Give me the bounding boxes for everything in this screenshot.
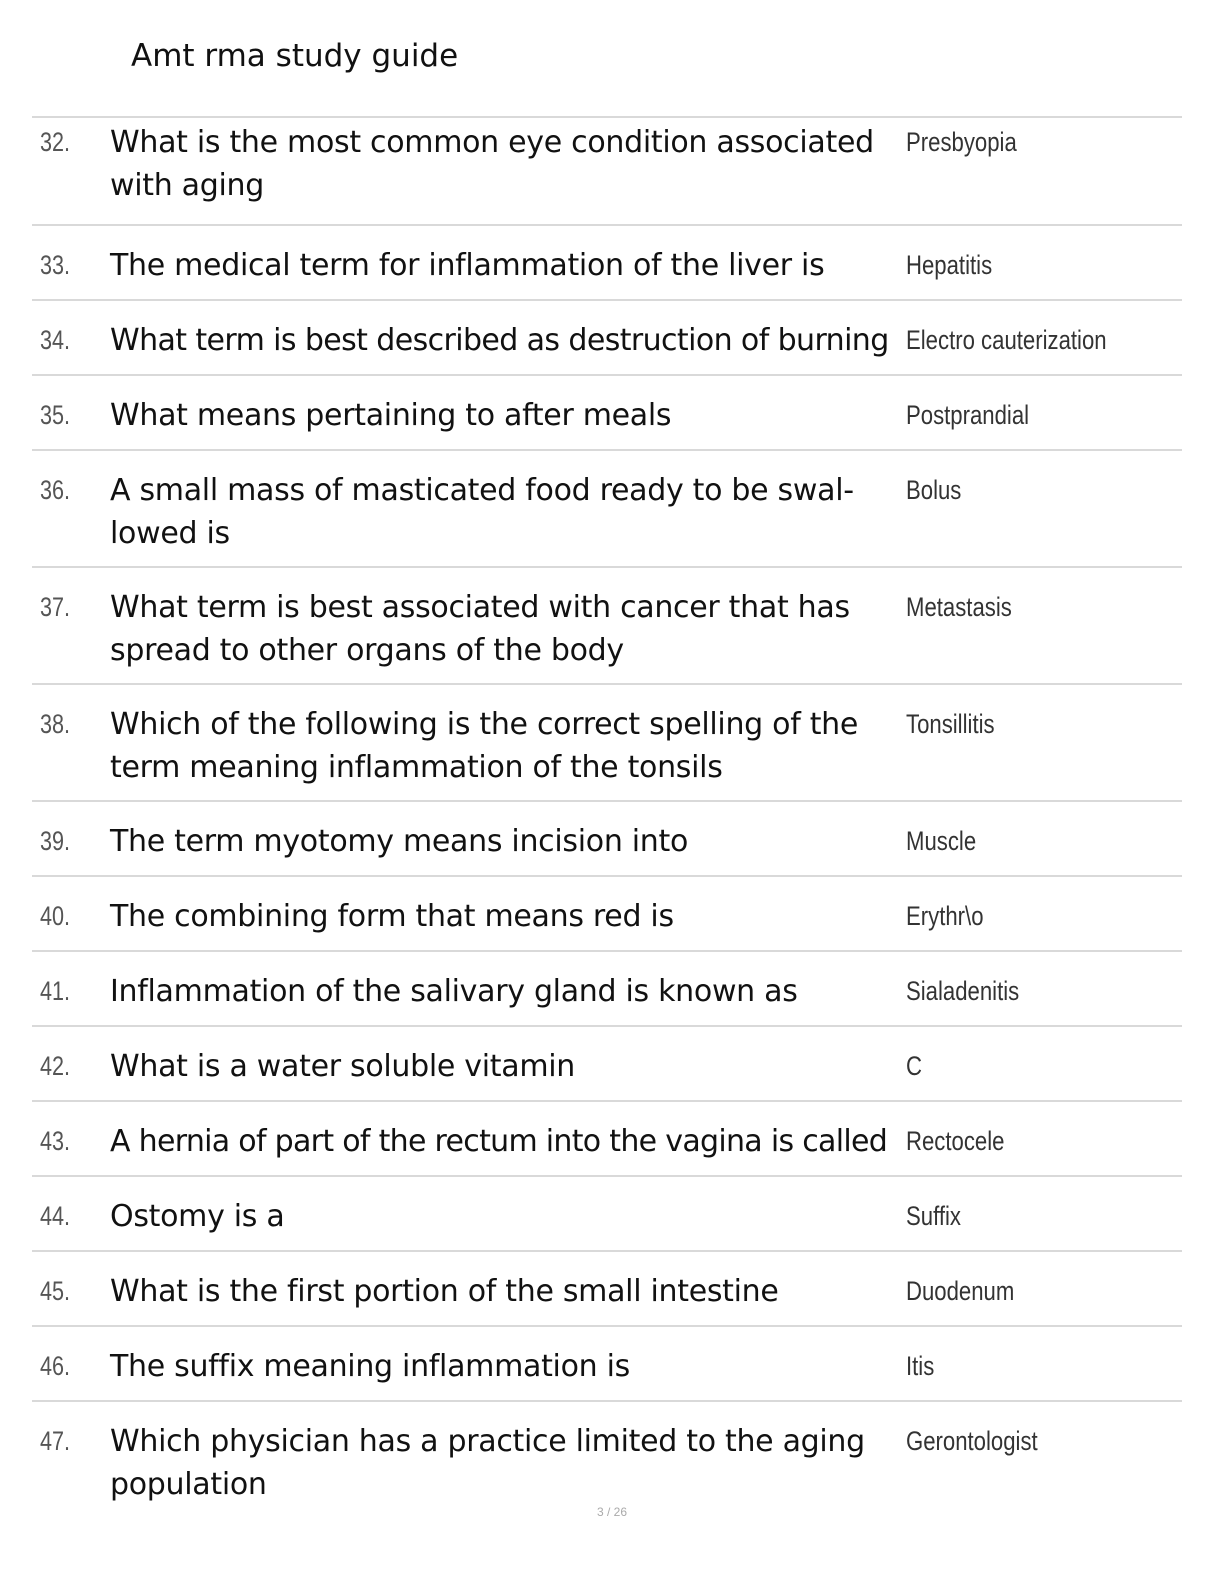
table-row bbox=[32, 802, 1182, 877]
table-row bbox=[32, 1027, 1182, 1102]
answer-text: Erythr\o bbox=[906, 901, 984, 931]
question-text: The combining form that means red is bbox=[110, 899, 674, 934]
question-text: What is the most common eye condition associated with aging bbox=[110, 125, 874, 203]
question-number: 39. bbox=[40, 826, 71, 856]
question-number: 40. bbox=[40, 901, 71, 931]
question-number: 43. bbox=[40, 1126, 71, 1156]
answer-text: Tonsillitis bbox=[906, 709, 995, 739]
question-text: The medical term for inflammation of the liver is bbox=[110, 248, 825, 283]
table-row bbox=[32, 376, 1182, 451]
question-number: 44. bbox=[40, 1201, 71, 1231]
answer-text: Presbyopia bbox=[906, 127, 1017, 157]
answer-text: Postprandial bbox=[906, 400, 1030, 430]
answer-text: Itis bbox=[906, 1351, 935, 1381]
question-text: A hernia of part of the rectum into the vagina is called bbox=[110, 1124, 888, 1159]
answer-text: Suffix bbox=[906, 1201, 961, 1231]
question-number: 37. bbox=[40, 592, 71, 622]
question-text: Which of the following is the correct spelling of the term meaning inflammation of the tonsils bbox=[110, 707, 859, 785]
question-number: 47. bbox=[40, 1426, 71, 1456]
question-text: What means pertaining to after meals bbox=[110, 398, 672, 433]
answer-text: Duodenum bbox=[906, 1276, 1015, 1306]
question-number: 32. bbox=[40, 127, 71, 157]
document-title: Amt rma study guide bbox=[131, 38, 459, 74]
table-row bbox=[32, 685, 1182, 802]
answer-text: Bolus bbox=[906, 475, 962, 505]
question-text: The term myotomy means incision into bbox=[110, 824, 689, 859]
question-number: 35. bbox=[40, 400, 71, 430]
question-text: Ostomy is a bbox=[110, 1199, 285, 1234]
question-number: 46. bbox=[40, 1351, 71, 1381]
question-text: What is the first portion of the small intestine bbox=[110, 1274, 779, 1309]
question-number: 36. bbox=[40, 475, 71, 505]
question-number: 45. bbox=[40, 1276, 71, 1306]
answer-text: Rectocele bbox=[906, 1126, 1005, 1156]
question-text: Inflammation of the salivary gland is known as bbox=[110, 974, 798, 1009]
table-row bbox=[32, 568, 1182, 685]
answer-text: C bbox=[906, 1051, 922, 1081]
answer-text: Hepatitis bbox=[906, 250, 993, 280]
table-row bbox=[32, 1252, 1182, 1327]
table-row bbox=[32, 118, 1182, 226]
question-text: What term is best associated with cancer that has spread to other organs of the body bbox=[110, 590, 850, 668]
question-number: 34. bbox=[40, 325, 71, 355]
question-text: The suffix meaning inflammation is bbox=[110, 1349, 630, 1384]
question-text: What term is best described as destruction of burning bbox=[110, 323, 889, 358]
answer-text: Metastasis bbox=[906, 592, 1012, 622]
answer-text: Sialadenitis bbox=[906, 976, 1020, 1006]
question-text: Which physician has a practice limited to the aging population bbox=[110, 1424, 865, 1502]
table-row bbox=[32, 301, 1182, 376]
question-number: 42. bbox=[40, 1051, 71, 1081]
page-indicator: 3 / 26 bbox=[596, 1505, 628, 1519]
table-row bbox=[32, 877, 1182, 952]
table-row bbox=[32, 1177, 1182, 1252]
question-number: 33. bbox=[40, 250, 71, 280]
table-row bbox=[32, 1102, 1182, 1177]
question-number: 38. bbox=[40, 709, 71, 739]
table-row bbox=[32, 451, 1182, 568]
answer-text: Muscle bbox=[906, 826, 977, 856]
question-answer-table bbox=[32, 116, 1182, 1519]
table-row bbox=[32, 1327, 1182, 1402]
question-text: What is a water soluble vitamin bbox=[110, 1049, 576, 1084]
answer-text: Electro cauterization bbox=[906, 325, 1107, 355]
table-row bbox=[32, 1402, 1182, 1519]
question-number: 41. bbox=[40, 976, 71, 1006]
table-row bbox=[32, 952, 1182, 1027]
table-row bbox=[32, 226, 1182, 301]
question-text: A small mass of masticated food ready to be swal- lowed is bbox=[110, 473, 854, 551]
answer-text: Gerontologist bbox=[906, 1426, 1038, 1456]
